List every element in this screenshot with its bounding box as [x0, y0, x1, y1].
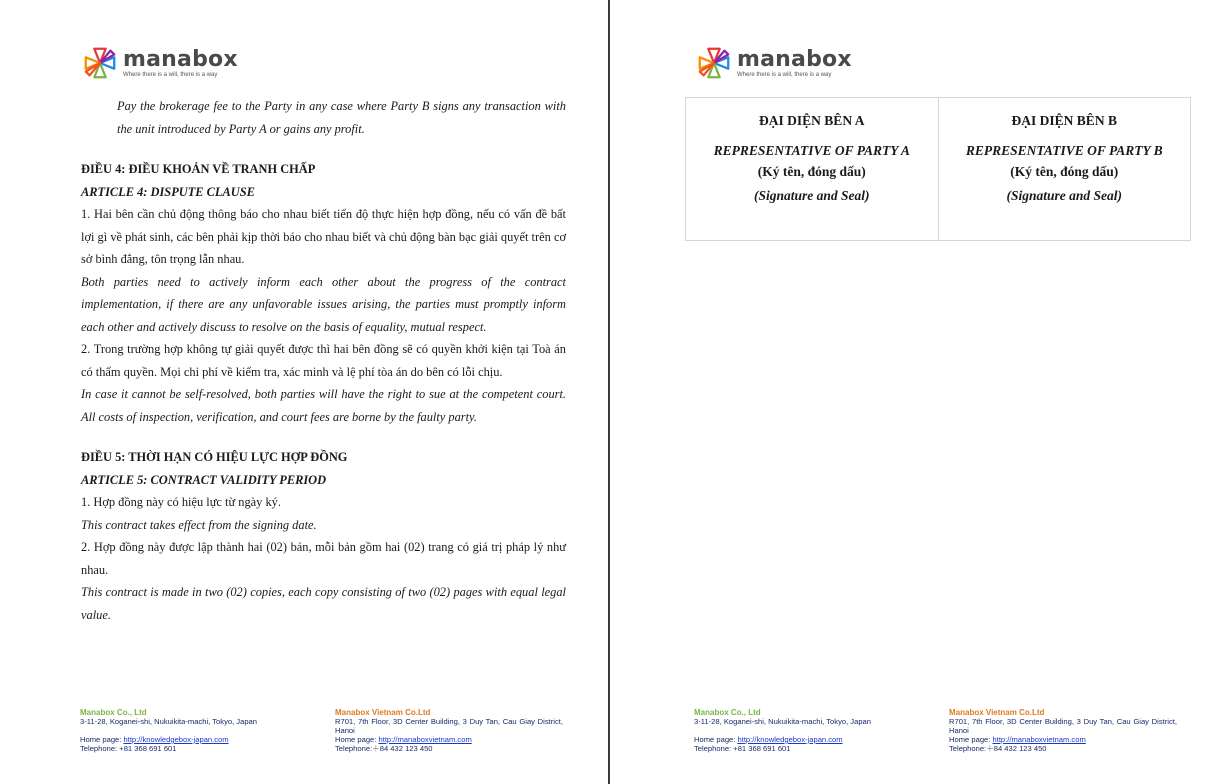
logo-wordmark: manabox: [737, 46, 852, 72]
footer-japan-homepage-link[interactable]: http://knowledgebox-japan.com: [123, 735, 229, 744]
footer-vietnam-office: [335, 708, 563, 753]
footer-vietnam-telephone: Telephone:＋84 432 123 450: [335, 744, 433, 753]
footer-japan-address: 3-11-28, Koganei-shi, Nukuikita-machi, Tokyo, Japan: [694, 717, 871, 726]
party-a-signature-cell: [686, 98, 938, 240]
party-a-sign-en: (Signature and Seal): [753, 188, 870, 203]
party-a-title-en: REPRESENTATIVE OF PARTY A: [713, 143, 910, 158]
article5-heading-en: ARTICLE 5: CONTRACT VALIDITY PERIOD: [81, 472, 327, 487]
footer-japan-telephone: Telephone: +81 368 691 601: [694, 744, 791, 753]
footer-japan-company: Manabox Co., Ltd: [694, 708, 761, 717]
manabox-flower-icon: [695, 44, 733, 82]
party-a-sign-vi: (Ký tên, đóng dấu): [757, 164, 866, 179]
logo-tagline: Where there is a will, there is a way: [737, 71, 832, 78]
manabox-logo: [81, 44, 238, 82]
article4-heading-vi: ĐIỀU 4: ĐIỀU KHOẢN VỀ TRANH CHẤP: [81, 162, 316, 176]
footer-vietnam-homepage-link[interactable]: http://manaboxvietnam.com: [992, 735, 1086, 744]
footer-vietnam-office: [949, 708, 1177, 753]
contract-page-right: [610, 0, 1222, 784]
manabox-logo: [695, 44, 852, 82]
article5-clause1-en: This contract takes effect from the signing date.: [81, 517, 317, 532]
footer-vietnam-address: R701, 7th Floor, 3D Center Building, 3 Duy Tan, Cau Giay District, Hanoi: [335, 717, 563, 735]
logo-wordmark: manabox: [123, 46, 238, 72]
footer-vietnam-company: Manabox Vietnam Co.Ltd: [335, 708, 431, 717]
footer-japan-homepage: Home page: http://knowledgebox-japan.com: [694, 735, 843, 744]
footer-japan-office: [80, 708, 310, 753]
intro-paragraph: Pay the brokerage fee to the Party in any case where Party B signs any transaction with the unit introduced by Party A or gains any profit.: [117, 99, 566, 136]
contract-body: [81, 95, 566, 626]
footer-japan-homepage: Home page: http://knowledgebox-japan.com: [80, 735, 229, 744]
article5-clause1-vi: 1. Hợp đồng này có hiệu lực từ ngày ký.: [81, 495, 281, 509]
party-b-signature-cell: [938, 98, 1191, 240]
party-b-title-en: REPRESENTATIVE OF PARTY B: [965, 143, 1163, 158]
footer-vietnam-homepage: Home page: http://manaboxvietnam.com: [335, 735, 472, 744]
article4-heading-en: ARTICLE 4: DISPUTE CLAUSE: [81, 184, 255, 199]
party-b-sign-vi: (Ký tên, đóng dấu): [1010, 164, 1119, 179]
footer-vietnam-telephone: Telephone:＋84 432 123 450: [949, 744, 1047, 753]
signature-table: [685, 97, 1191, 241]
footer-japan-telephone: Telephone: +81 368 691 601: [80, 744, 177, 753]
article4-clause1-vi: 1. Hai bên cần chủ động thông báo cho nhau biết tiến độ thực hiện hợp đồng, nếu có vấn đề bất lợi gì về phát sinh, các bên phải kịp thời báo cho nhau biết và chủ động bàn bạc giải quyết trên cơ sở bình đẳng, tôn trọng lẫn nhau.: [81, 207, 566, 266]
footer-vietnam-company: Manabox Vietnam Co.Ltd: [949, 708, 1045, 717]
party-b-title-vi: ĐẠI DIỆN BÊN B: [1011, 113, 1117, 128]
logo-tagline: Where there is a will, there is a way: [123, 71, 218, 78]
article4-clause2-en: In case it cannot be self-resolved, both parties will have the right to sue at the competent court. All costs of inspection, verification, and court fees are borne by the faulty party.: [81, 387, 566, 424]
footer-japan-address: 3-11-28, Koganei-shi, Nukuikita-machi, Tokyo, Japan: [80, 717, 257, 726]
footer-japan-office: [694, 708, 924, 753]
party-b-sign-en: (Signature and Seal): [1006, 188, 1123, 203]
article4-clause2-vi: 2. Trong trường hợp không tự giải quyết được thì hai bên đồng sẽ có quyền khởi kiện tại Toà án có thẩm quyền. Mọi chi phí về kiểm tra, xác minh và lệ phí tòa án do bên có lỗi chịu.: [81, 342, 566, 379]
article5-heading-vi: ĐIỀU 5: THỜI HẠN CÓ HIỆU LỰC HỢP ĐỒNG: [81, 450, 348, 464]
footer-japan-company: Manabox Co., Ltd: [80, 708, 147, 717]
party-a-title-vi: ĐẠI DIỆN BÊN A: [759, 113, 865, 128]
footer-vietnam-homepage: Home page: http://manaboxvietnam.com: [949, 735, 1086, 744]
manabox-flower-icon: [81, 44, 119, 82]
footer-vietnam-address: R701, 7th Floor, 3D Center Building, 3 Duy Tan, Cau Giay District, Hanoi: [949, 717, 1177, 735]
footer-vietnam-homepage-link[interactable]: http://manaboxvietnam.com: [378, 735, 472, 744]
contract-page-left: [0, 0, 608, 784]
article5-clause2-en: This contract is made in two (02) copies, each copy consisting of two (02) pages with equal legal value.: [81, 585, 566, 622]
footer-japan-homepage-link[interactable]: http://knowledgebox-japan.com: [737, 735, 843, 744]
article5-clause2-vi: 2. Hợp đồng này được lập thành hai (02) bản, mỗi bản gồm hai (02) trang có giá trị pháp lý như nhau.: [81, 540, 566, 577]
article4-clause1-en: Both parties need to actively inform each other about the progress of the contract implementation, if there are any unfavorable issues arising, the parties must promptly inform each other and actively discuss to resolve on the basis of equality, mutual respect.: [81, 274, 566, 334]
